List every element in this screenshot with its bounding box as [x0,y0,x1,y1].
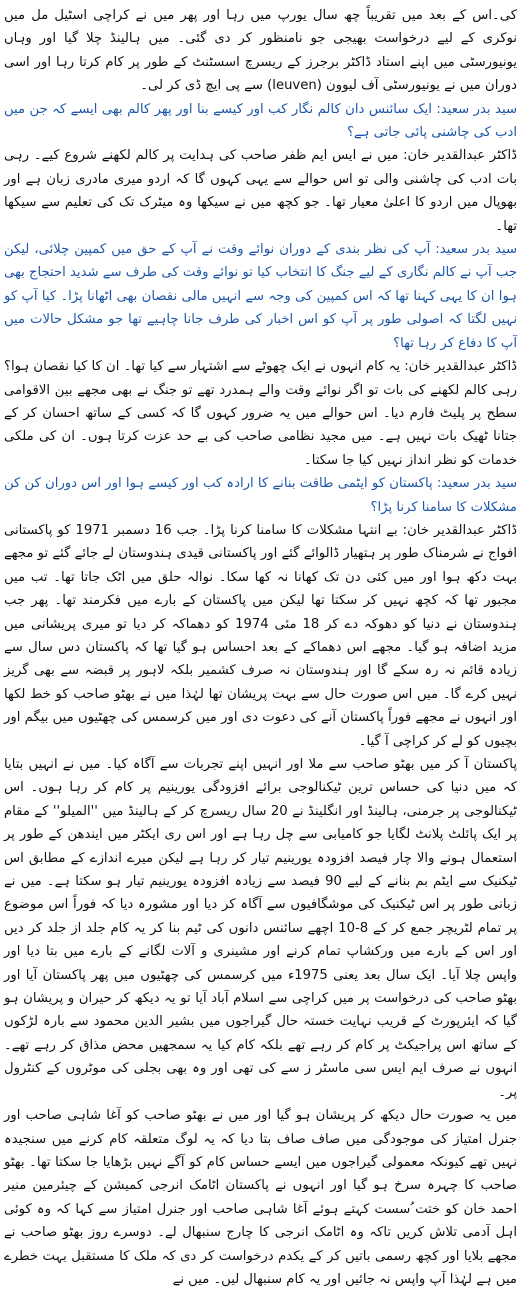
paragraph-answer-newspaper: ڈاکٹر عبدالقدیر خان: یہ کام انہوں نے ایک چھوٹے سے اشتہار سے کیا تھا۔ ان کا کیا نقصان ہوا؟ رہی کالم لکھنے کی بات تو اگر نوائے وقت والے ہمدرد تھے تو جنگ نے بھی مجھے بین الاقوامی سطح پر پلیٹ فارم دیا۔ اس حوالے میں یہ ضرور کہوں گا کہ کسی کے ساتھ احسان کر کے جتانا ٹھیک بات نہیں ہے۔ میں مجید نظامی صاحب کی بے حد عزت کرتا ہوں۔ ان کی ملکی خدمات کو نظر انداز نہیں کیا جا سکتا۔ [4,359,517,468]
paragraph-question-columnist: سید بدر سعید: ایک سائنس دان کالم نگار کب اور کیسے بنا اور پھر کالم بھی ایسے کہ جن میں ادب کی چاشنی پائی جاتی ہے؟ [4,101,517,141]
paragraph-answer-columnist: ڈاکٹر عبدالقدیر خان: میں نے ایس ایم ظفر صاحب کی ہدایت پر کالم لکھنے شروع کیے۔ رہی بات ادب کی چاشنی والی تو اس حوالے سے یہی کہوں گا کہ اردو میری مادری زبان ہے اور بھوپال میں اردو کا اعلیٰ معیار تھا۔ جو کچھ میں نے سیکھا وہ میٹرک تک کی تعلیم سے سیکھا تھا۔ [4,148,517,234]
paragraph-question-nuclear: سید بدر سعید: پاکستان کو ایٹمی طاقت بنانے کا ارادہ کب اور کیسے ہوا اور اس دوران کن کن مشکلات کا سامنا کرنا پڑا؟ [4,476,517,515]
paragraph-answer-enrichment: پاکستان آ کر میں بھٹو صاحب سے ملا اور انہیں اپنے تجربات سے آگاہ کیا۔ میں نے انہیں بتایا کہ میں دنیا کی حساس ترین ٹیکنالوجی برائے افزودگی یورینیم پر کام کر رہا ہوں۔ اس ٹیکنالوجی پر جرمنی، ہالینڈ اور انگلینڈ نے 20 سال ریسرچ کر کے ہالینڈ میں ''المیلو'' کے مقام پر ایک پائلٹ پلانٹ لگایا جو کامیابی سے چل رہا ہے اور اس ری ایکٹر میں ایندھن کے طور پر استعمال ہونے والا چار فیصد افزودہ یورینیم تیار کر رہا ہے لیکن میرے اندازے کے مطابق اس ٹیکنیک سے ایٹم بم بنانے کے لیے 90 فیصد سے زیادہ افزودہ یورینیم تیار ہو سکتا ہے۔ میں نے زبانی طور پر اس ٹیکنیک کی موشگافیوں سے آگاہ کر دیا اور مشورہ دیا کہ فوراً اس موضوع پر تمام لٹریچر جمع کر کے 8-10 اچھے سائنس دانوں کی ٹیم بنا کر یہ کام جلد از جلد کر دیں اور اس کے بارے میں ورکشاپ تمام کرنے اور مشینری و آلات لگانے کے بارے میں بتا دیا اور واپس چلا آیا۔ ایک سال بعد یعنی 1975ء میں کرسمس کی چھٹیوں میں پھر پاکستان آیا اور بھٹو صاحب کی درخواست پر میں کراچی سے اسلام آباد آیا تو یہ دیکھ کر حیران و پریشان ہو گیا کہ ایئرپورٹ کے قریب نہایت خستہ حال گیراجوں میں بشیر الدین محمود سے بارہ لڑکوں کے ساتھ اس پراجیکٹ پر کام کر رہے تھے بلکہ کام کیا یہ سمجھیں محض مذاق کر رہے تھے۔ انہوں نے صرف ایم ایس سی ماسٹر ز سے کی تھی اور وہ بھی بجلی کی موٹروں کے کنٹرول پر۔ [4,757,517,1100]
paragraph-question-newspaper: سید بدر سعید: آپ کی نظر بندی کے دوران نوائے وقت نے آپ کے حق میں کمپین چلائی، لیکن جب آپ نے کالم نگاری کے لیے جنگ کا انتخاب کیا تو نوائے وقت کی طرف سے شدید احتجاج بھی ہوا ان کا یہی کہنا تھا کہ اس کمپین کی وجہ سے انہیں مالی نقصان بھی اٹھانا پڑا۔ کیا آپ کو نہیں لگتا کہ اصولی طور پر آپ کو اس اخبار کی طرف جانا چاہیے تھا جو مشکل حالات میں آپ کا دفاع کر رہا تھا؟ [4,242,517,351]
paragraph-answer-bhutto: میں یہ صورت حال دیکھ کر پریشان ہو گیا اور میں نے بھٹو صاحب کو آغا شاہی صاحب اور جنرل امتیاز کی موجودگی میں صاف صاف بتا دیا کہ یہ لوگ متعلقہ کام کرنے میں سنجیدہ نہیں تھے کیونکہ معمولی گیراجوں میں ایسے حساس کام کو آگے نہیں بڑھایا جا سکتا تھا۔ بھٹو صاحب کا چہرہ سرخ ہو گیا اور انہوں نے پاکستان اٹامک انرجی کمیشن کے چیئرمین منیر احمد خان کو ختت ُسست کہتے ہوئے آغا شاہی صاحب اور جنرل امتیاز سے کہا کہ وہ کوئی اہل آدمی تلاش کریں تاکہ وہ اٹامک انرجی کا چارج سنبھال لے۔ دوسرے روز بھٹو صاحب نے مجھے بلایا اور کچھ رسمی باتیں کر کے یکدم درخواست کر دی کہ ملک کا مستقبل بہت خطرے میں ہے لہٰذا آپ واپس نہ جائیں اور یہ کام سنبھال لیں۔ میں نے [4,1108,517,1287]
paragraph-answer-nuclear: ڈاکٹر عبدالقدیر خان: بے انتہا مشکلات کا سامنا کرنا پڑا۔ جب 16 دسمبر 1971 کو پاکستانی افواج نے شرمناک طور پر ہتھیار ڈالوائے گئے اور پاکستانی قیدی ہندوستان لے جائے گئے تو مجھے بہت دکھ ہوا اور میں کئی دن تک کھانا نہ کھا سکا۔ نوالہ حلق میں اٹک جاتا تھا۔ تب میں مجبور تھا کہ کچھ نہیں کر سکتا تھا لیکن میں پاکستان کے بارے میں فکرمند تھا۔ پھر جب ہندوستان نے دنیا کو دھوکہ دے کر 18 مئی 1974 کو دھماکہ کر دیا تو میری پریشانی میں مزید اضافہ ہو گیا۔ مجھے اس دھماکے کے بعد احساس ہو گیا تھا کہ پاکستان دس سال سے زیادہ قائم نہ رہ سکے گا اور ہندوستان نہ صرف کشمیر بلکہ لاہور پر قبضہ سے بھی گریز نہیں کرے گا۔ میں اس صورت حال سے بہت پریشان تھا لہٰذا میں نے بھٹو صاحب کو خط لکھا اور انہوں نے مجھے فوراً پاکستان آنے کی دعوت دی اور میں کرسمس کی چھٹیوں میں بیگم اور بچیوں کو لے کر کراچی آ گیا۔ [4,522,518,749]
paragraph-intro-answer: کی۔اس کے بعد میں تقریباً چھ سال یورپ میں رہا اور پھر میں نے کراچی اسٹیل مل میں نوکری کے لیے درخواست بھیجی جو نامنظور کر دی گئی۔ میں ہالینڈ چلا گیا اور وہاں یونیورسٹی میں اپنے استاد ڈاکٹر برجرز کے ریسرچ اسسٹنٹ کے طور پر کام کرتا رہا اور اسی دوران میں نے یونیورسٹی آف لیوون (leuven) سے پی ایچ ڈی کر لی۔ [4,8,517,94]
